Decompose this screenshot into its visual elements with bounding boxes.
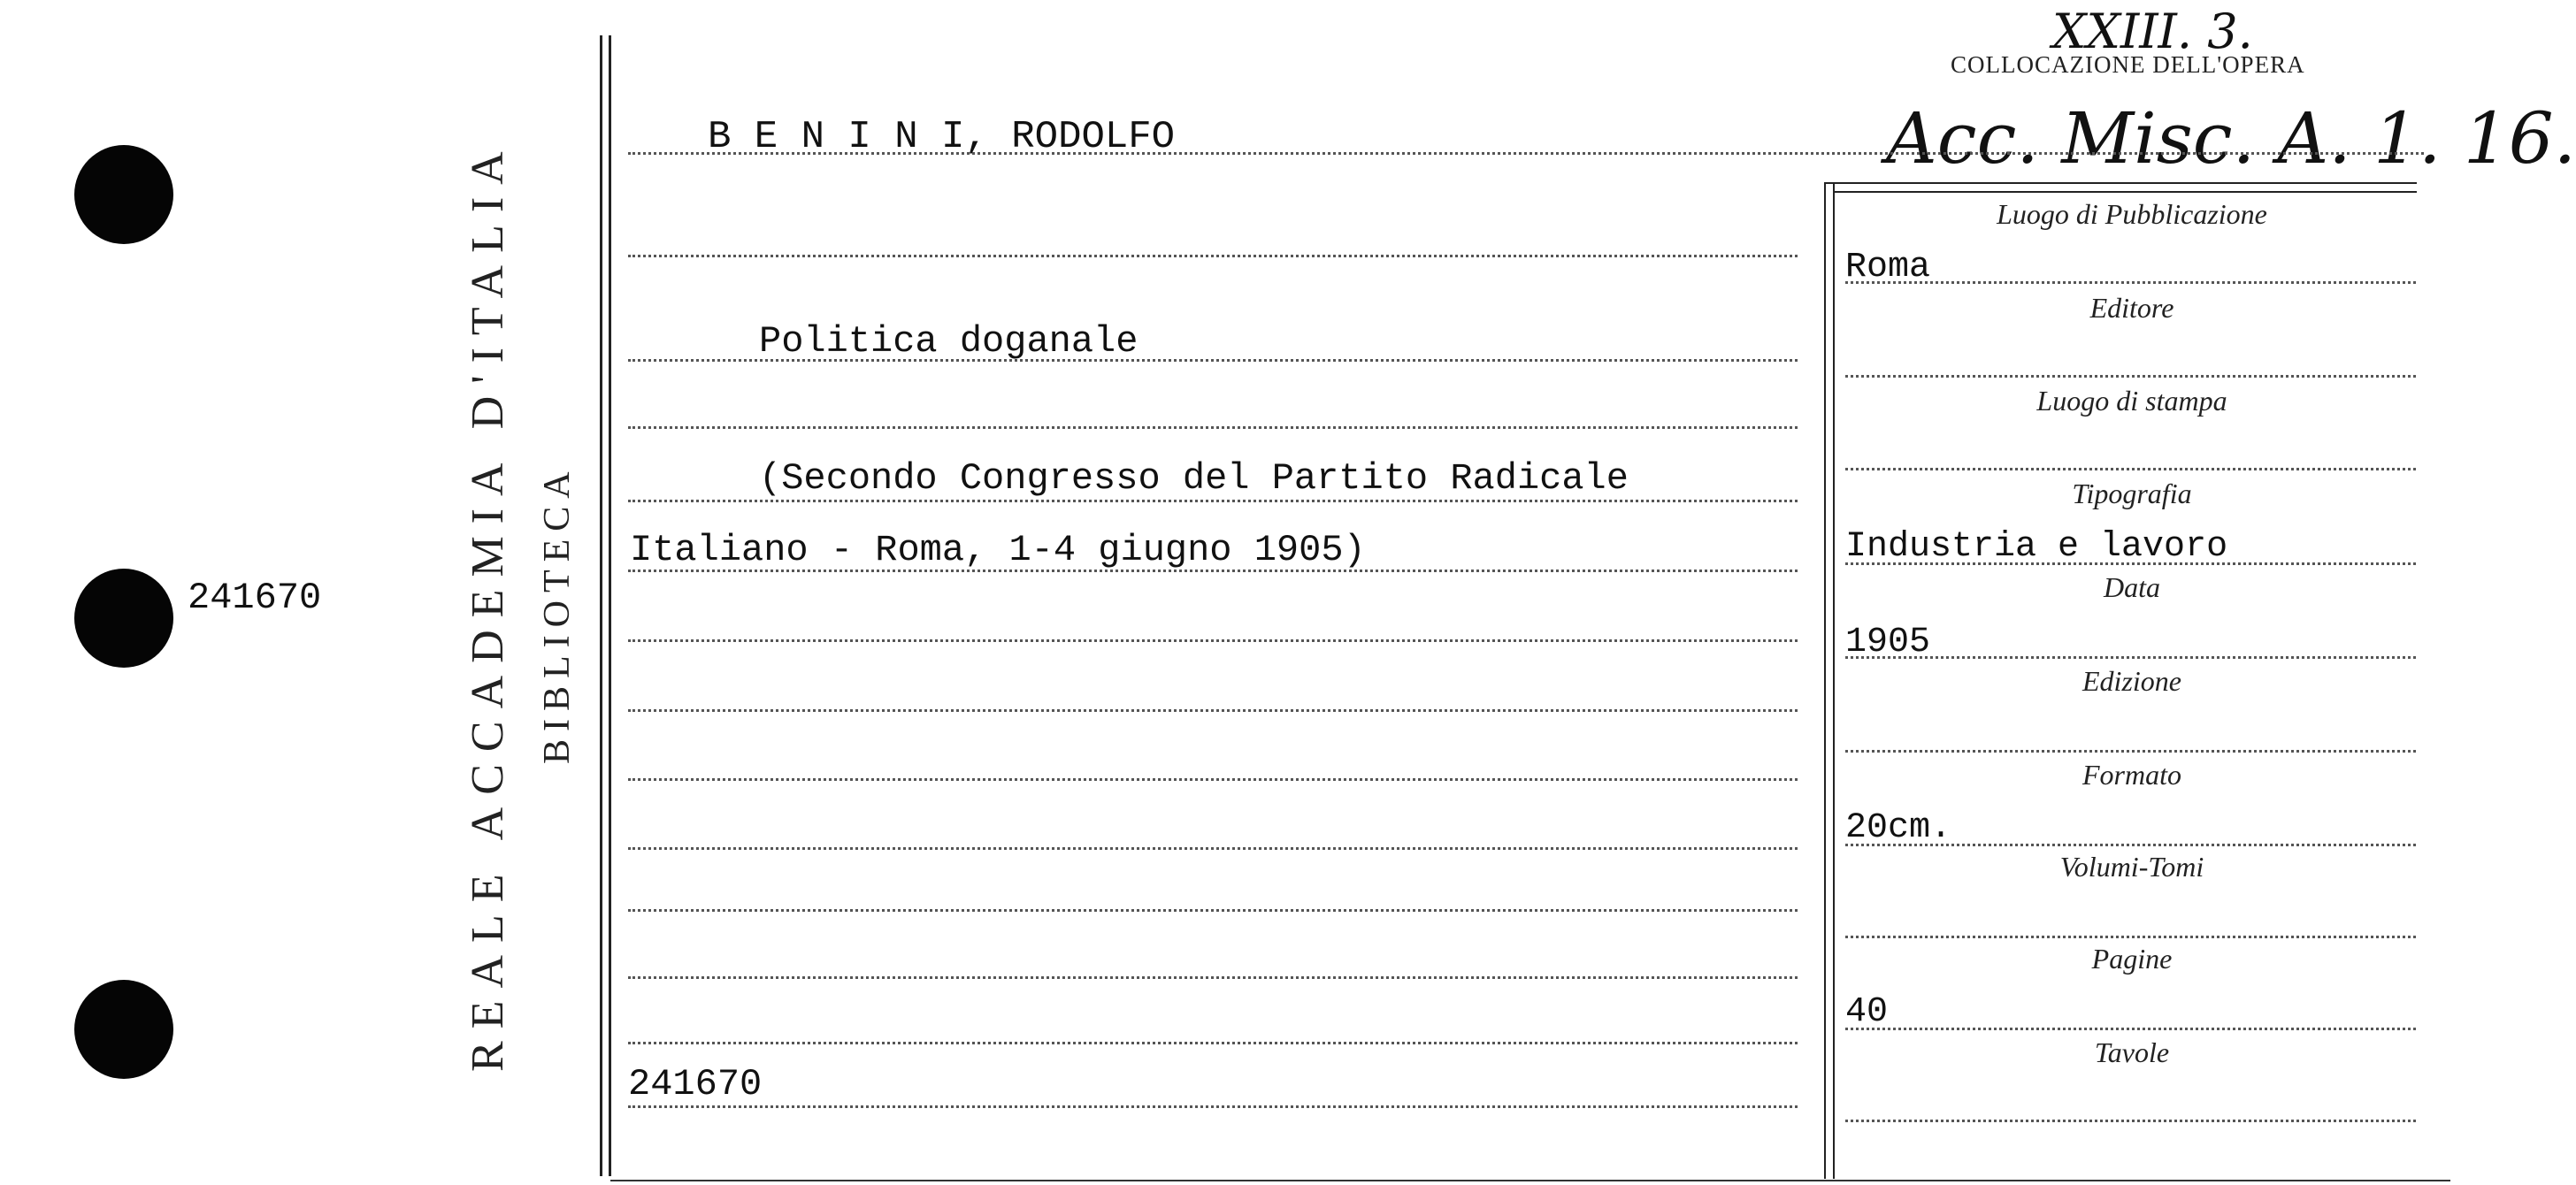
field-label-volumi-tomi: Volumi-Tomi — [2059, 851, 2204, 883]
field-label-edizione: Edizione — [2082, 665, 2181, 697]
field-value-luogo-pubblicazione: Roma — [1845, 248, 1931, 287]
field-label-formato: Formato — [2082, 759, 2181, 791]
field-label-editore: Editore — [2089, 292, 2174, 324]
shelf-mark: Acc. Misc. A. 1. 16. — [1886, 97, 2576, 180]
ruled-line — [628, 255, 1798, 257]
field-line — [1845, 281, 2416, 284]
ruled-line — [628, 639, 1798, 642]
box-rule-left — [1824, 184, 1826, 1179]
box-rule-left-inner — [1833, 184, 1835, 1179]
field-line — [1845, 375, 2416, 378]
field-line — [1845, 656, 2416, 659]
ruled-line — [628, 709, 1798, 712]
margin-rule-right — [609, 35, 611, 1176]
field-label-tipografia: Tipografia — [2072, 478, 2192, 509]
work-title: Politica doganale — [759, 320, 1138, 363]
field-value-data: 1905 — [1845, 623, 1931, 662]
library-vertical-label: BIBLIOTECA — [537, 463, 578, 764]
work-subtitle-line2: Italiano - Roma, 1-4 giugno 1905) — [630, 529, 1366, 571]
institution-vertical-label: REALE ACCADEMIA D'ITALIA — [463, 139, 513, 1072]
field-line — [1845, 468, 2416, 470]
ruled-line — [628, 976, 1798, 979]
ruled-line — [628, 1042, 1798, 1044]
field-line — [1845, 1120, 2416, 1122]
margin-rule-left — [600, 35, 602, 1176]
field-label-luogo-pubblicazione: Luogo di Pubblicazione — [1997, 198, 2267, 230]
ruled-line — [628, 500, 1798, 502]
field-value-pagine: 40 — [1845, 992, 1889, 1032]
side-catalog-number: 241670 — [188, 577, 322, 619]
work-subtitle-line1: (Secondo Congresso del Partito Radicale — [759, 457, 1629, 500]
field-line — [1845, 562, 2416, 565]
punch-hole-top — [74, 145, 173, 244]
field-label-data: Data — [2104, 571, 2160, 603]
ruled-line — [628, 1105, 1798, 1108]
ruled-line — [628, 426, 1798, 429]
punch-hole-middle — [74, 569, 173, 668]
field-label-luogo-stampa: Luogo di stampa — [2036, 385, 2227, 417]
field-label-pagine: Pagine — [2091, 943, 2173, 975]
field-line — [1845, 1028, 2416, 1030]
field-value-formato: 20cm. — [1845, 808, 1952, 848]
field-value-tipografia: Industria e lavoro — [1845, 527, 2228, 567]
card-bottom-rule — [610, 1180, 2450, 1181]
box-rule-top-inner — [1833, 191, 2417, 193]
box-rule-top — [1824, 182, 2417, 184]
bottom-catalog-number: 241670 — [628, 1063, 763, 1105]
ruled-line — [628, 847, 1798, 850]
author-name: B E N I N I, RODOLFO — [708, 115, 1176, 159]
field-line — [1845, 936, 2416, 938]
ruled-line — [628, 909, 1798, 912]
collocazione-label: COLLOCAZIONE DELL'OPERA — [1951, 51, 2305, 78]
field-line — [1845, 750, 2416, 753]
ruled-line — [628, 778, 1798, 781]
field-line — [1845, 844, 2416, 846]
field-label-tavole: Tavole — [2094, 1036, 2170, 1068]
punch-hole-bottom — [74, 980, 173, 1079]
shelf-mark-old: XXIII. 3. — [2052, 4, 2253, 59]
